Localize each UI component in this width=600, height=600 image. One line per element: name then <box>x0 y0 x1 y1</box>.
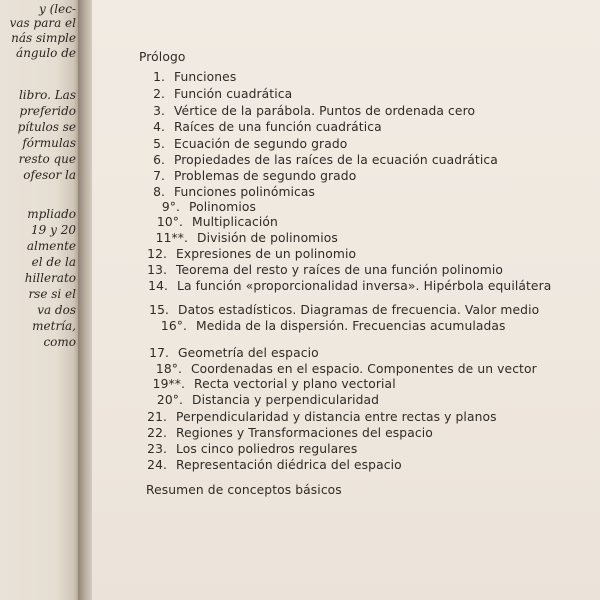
left-page-line: fórmulas <box>22 136 76 150</box>
toc-item <box>144 362 537 376</box>
toc-item <box>143 247 356 261</box>
left-page-line: como <box>43 335 76 349</box>
toc-item-number: 12. <box>147 247 167 261</box>
toc-item-number: 17. <box>149 346 169 360</box>
toc-item-number: 1. <box>153 70 165 84</box>
toc-item <box>142 231 338 245</box>
toc-item <box>147 70 236 84</box>
toc-item <box>144 279 551 293</box>
toc-item <box>147 169 356 183</box>
toc-item-title: Los cinco poliedros regulares <box>176 442 358 456</box>
toc-prologo: Prólogo <box>139 50 186 64</box>
toc-item-number: 4. <box>153 120 165 134</box>
toc-item-number: 24. <box>147 458 167 472</box>
toc-item <box>147 137 347 151</box>
toc-item-number: 13. <box>147 263 167 277</box>
toc-item-title: Expresiones de un polinomio <box>176 247 357 261</box>
toc-item <box>145 346 319 360</box>
left-page-line: ángulo de <box>16 46 76 60</box>
toc-item <box>147 153 498 167</box>
toc-item-title: Perpendicularidad y distancia entre rectas y planos <box>176 410 497 424</box>
left-page-line: preferido <box>19 104 76 118</box>
toc-item <box>147 185 315 199</box>
left-page-line: resto que <box>18 152 76 166</box>
left-page-line: mpliado <box>27 207 76 221</box>
toc-item <box>143 426 433 440</box>
toc-item-title: La función «proporcionalidad inversa». Hipérbola equilátera <box>177 279 552 293</box>
toc-item <box>147 120 382 134</box>
toc-item <box>145 303 539 317</box>
left-page-line: el de la <box>31 255 76 269</box>
toc-item-title: Teorema del resto y raíces de una función polinomio <box>176 263 503 277</box>
toc-item-title: División de polinomios <box>197 231 338 245</box>
toc-item-title: Coordenadas en el espacio. Componentes de un vector <box>191 362 537 376</box>
toc-item-title: Raíces de una función cuadrática <box>174 120 382 134</box>
toc-item-number: 19**. <box>152 377 185 391</box>
toc-item-title: Funciones polinómicas <box>174 185 316 199</box>
toc-item-title: Vértice de la parábola. Puntos de ordenada cero <box>174 104 476 118</box>
toc-item <box>147 87 292 101</box>
left-page-line: y (lec- <box>39 2 76 16</box>
toc-item-number: 2. <box>153 87 165 101</box>
toc-item-title: Polinomios <box>189 200 256 214</box>
toc-item-number: 9°. <box>161 200 180 214</box>
toc-item <box>143 458 402 472</box>
toc-item <box>143 377 396 391</box>
left-facing-page <box>0 0 80 600</box>
toc-item-number: 22. <box>147 426 167 440</box>
toc-item-title: Geometría del espacio <box>178 346 319 360</box>
toc-resumen: Resumen de conceptos básicos <box>146 483 342 497</box>
toc-item-title: Distancia y perpendicularidad <box>192 393 380 407</box>
toc-item <box>143 410 497 424</box>
toc-item-number: 21. <box>147 410 167 424</box>
toc-item-number: 14. <box>148 279 168 293</box>
toc-item-number: 16°. <box>160 319 187 333</box>
toc-item-number: 6. <box>153 153 165 167</box>
left-page-line: ofesor la <box>23 168 76 182</box>
toc-item <box>146 200 256 214</box>
toc-item-title: Representación diédrica del espacio <box>176 458 402 472</box>
toc-item-number: 15. <box>149 303 169 317</box>
left-page-line: nás simple <box>11 31 76 45</box>
toc-item-title: Datos estadísticos. Diagramas de frecuencia. Valor medio <box>178 303 540 317</box>
toc-item-number: 18°. <box>155 362 182 376</box>
toc-item-number: 20°. <box>156 393 183 407</box>
toc-item-title: Multiplicación <box>192 215 278 229</box>
left-page-line: 19 y 20 <box>31 223 76 237</box>
toc-item-title: Funciones <box>174 70 237 84</box>
toc-item-number: 11**. <box>155 231 188 245</box>
toc-item <box>147 104 475 118</box>
left-page-line: rse si el <box>28 287 76 301</box>
toc-item-number: 8. <box>153 185 165 199</box>
left-page-line: almente <box>26 239 76 253</box>
toc-item-number: 7. <box>153 169 165 183</box>
toc-item-title: Regiones y Transformaciones del espacio <box>176 426 433 440</box>
left-page-line: vas para el <box>9 16 76 30</box>
toc-item-title: Ecuación de segundo grado <box>174 137 348 151</box>
right-page <box>92 0 600 600</box>
left-page-line: pítulos se <box>17 120 76 134</box>
toc-item-title: Medida de la dispersión. Frecuencias acumuladas <box>196 319 506 333</box>
toc-item <box>145 319 506 333</box>
toc-item-title: Función cuadrática <box>174 87 293 101</box>
toc-item-title: Recta vectorial y plano vectorial <box>194 377 396 391</box>
toc-item <box>143 393 379 407</box>
toc-item-number: 3. <box>153 104 165 118</box>
left-page-line: libro. Las <box>18 88 76 102</box>
left-page-line: va dos <box>37 303 76 317</box>
toc-item <box>143 442 357 456</box>
left-page-line: hillerato <box>24 271 76 285</box>
toc-item <box>143 215 278 229</box>
toc-item-title: Propiedades de las raíces de la ecuación cuadrática <box>174 153 498 167</box>
toc-item <box>143 263 503 277</box>
toc-item-number: 23. <box>147 442 167 456</box>
left-page-line: metría, <box>32 319 76 333</box>
toc-item-number: 5. <box>153 137 165 151</box>
toc-item-number: 10°. <box>156 215 183 229</box>
toc-item-title: Problemas de segundo grado <box>174 169 357 183</box>
